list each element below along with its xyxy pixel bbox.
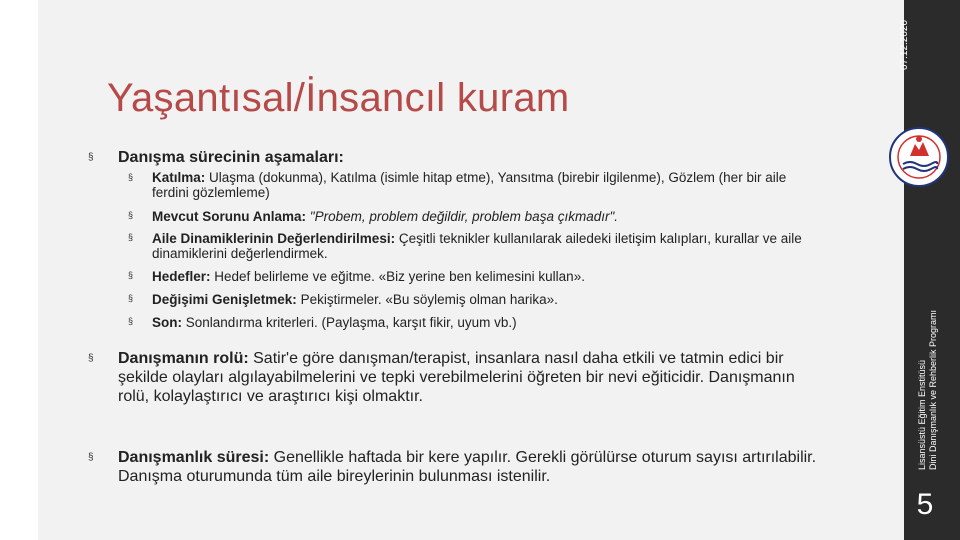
stage-text: Çeşitli teknikler kullanılarak ailedeki iletişim kalıpları, kurallar ve aile dinamiklerini değerlendirmek.: [152, 231, 802, 261]
bullet-icon: §: [128, 316, 134, 326]
bullet-icon: §: [128, 270, 134, 280]
bullet-icon: §: [128, 210, 134, 220]
program-line-2: Dini Danışmanlık ve Rehberlik Programı: [928, 309, 938, 470]
slide-date: 07.12.2020: [899, 19, 910, 70]
stage-item: [152, 209, 812, 224]
university-seal-icon: [888, 126, 950, 188]
bullet-icon: §: [88, 152, 94, 163]
stage-text: Hedef belirleme ve eğitme. «Biz yerine ben kelimesini kullan».: [210, 269, 585, 284]
stage-term: Değişimi Genişletmek:: [152, 292, 297, 307]
counselor-role-text: Satir'e göre danışman/terapist, insanlara nasıl daha etkili ve tatmin edici bir şekilde olayları algılayabilmelerini ve tepki verebilmelerini öğreten bir nevi eğiticidir. Danışmanın rolü, kolaylaştırıcı ve araştırıcı kişi olmaktır.: [118, 350, 795, 405]
left-margin-strip: [0, 0, 38, 540]
stage-term: Son:: [152, 315, 182, 330]
counseling-duration-term: Danışmanlık süresi:: [118, 449, 270, 466]
counseling-duration-text: Genellikle haftada bir kere yapılır. Gerekli görülürse oturum sayısı artırılabilir. Danışma oturumunda tüm aile bireylerinin bulunması istenilir.: [118, 449, 817, 485]
stage-term: Katılma:: [152, 170, 206, 185]
stage-item: [152, 292, 812, 307]
program-line-1: Lisansüstü Eğitim Enstitüsü: [917, 359, 927, 470]
bullet-icon: §: [128, 172, 134, 182]
slide-title: Yaşantısal/İnsancıl kuram: [107, 76, 570, 120]
stage-text: "Probem, problem değildir, problem başa çıkmadır".: [306, 209, 619, 224]
stage-term: Hedefler:: [152, 269, 211, 284]
stage-text: Pekiştirmeler. «Bu söylemiş olman harika».: [296, 292, 558, 307]
stage-item: [152, 269, 812, 284]
stage-text: Ulaşma (dokunma), Katılma (isimle hitap etme), Yansıtma (birebir ilgilenme), Gözlem (her bir aile ferdini gözlemleme): [152, 170, 787, 200]
counseling-duration-paragraph: [118, 448, 823, 486]
stage-item: [152, 170, 812, 200]
counselor-role-paragraph: [118, 349, 823, 406]
counselor-role-term: Danışmanın rolü:: [118, 350, 249, 367]
bullet-icon: §: [88, 452, 94, 463]
stage-item: [152, 231, 812, 261]
section-heading: Danışma sürecinin aşamaları:: [118, 149, 344, 166]
bullet-icon: §: [128, 293, 134, 303]
stage-item: [152, 315, 812, 330]
stage-text: Sonlandırma kriterleri. (Paylaşma, karşıt fikir, uyum vb.): [182, 315, 517, 330]
program-label: [917, 310, 939, 470]
stage-term: Aile Dinamiklerinin Değerlendirilmesi:: [152, 231, 396, 246]
bullet-icon: §: [128, 232, 134, 242]
page-number: 5: [916, 488, 934, 521]
stage-term: Mevcut Sorunu Anlama:: [152, 209, 307, 224]
bullet-icon: §: [88, 353, 94, 364]
